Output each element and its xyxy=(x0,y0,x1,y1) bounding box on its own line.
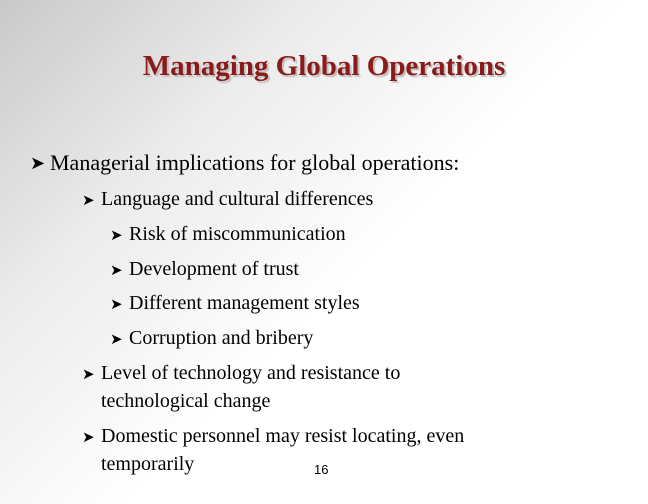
arrow-bullet-icon: ➤ xyxy=(30,153,46,173)
bullet-item-continuation: technological change xyxy=(101,390,271,412)
bullet-subitem xyxy=(110,258,299,281)
arrow-bullet-icon: ➤ xyxy=(110,263,123,279)
bullet-item xyxy=(82,188,373,211)
page-number: 16 xyxy=(314,462,329,477)
bullet-item xyxy=(82,362,400,385)
bullet-main-text: Managerial implications for global operations: xyxy=(50,150,460,175)
bullet-main xyxy=(30,150,459,176)
arrow-bullet-icon: ➤ xyxy=(82,193,95,209)
bullet-subitem-text: Corruption and bribery xyxy=(129,327,314,349)
bullet-subitem xyxy=(110,223,346,246)
arrow-bullet-icon: ➤ xyxy=(110,297,123,313)
arrow-bullet-icon: ➤ xyxy=(82,367,95,383)
bullet-item xyxy=(82,425,464,448)
bullet-item-continuation: temporarily xyxy=(101,453,195,475)
bullet-subitem-text: Risk of miscommunication xyxy=(129,223,346,245)
bullet-subitem-text: Development of trust xyxy=(129,258,299,280)
bullet-subitem xyxy=(110,292,360,315)
bullet-item-text: Domestic personnel may resist locating, even xyxy=(101,425,465,447)
slide-title: Managing Global Operations xyxy=(142,50,506,82)
arrow-bullet-icon: ➤ xyxy=(82,430,95,446)
bullet-item-text: Language and cultural differences xyxy=(101,188,374,210)
arrow-bullet-icon: ➤ xyxy=(110,332,123,348)
bullet-subitem xyxy=(110,327,313,350)
bullet-item-text: Level of technology and resistance to xyxy=(101,362,401,384)
arrow-bullet-icon: ➤ xyxy=(110,228,123,244)
bullet-subitem-text: Different management styles xyxy=(129,292,360,314)
